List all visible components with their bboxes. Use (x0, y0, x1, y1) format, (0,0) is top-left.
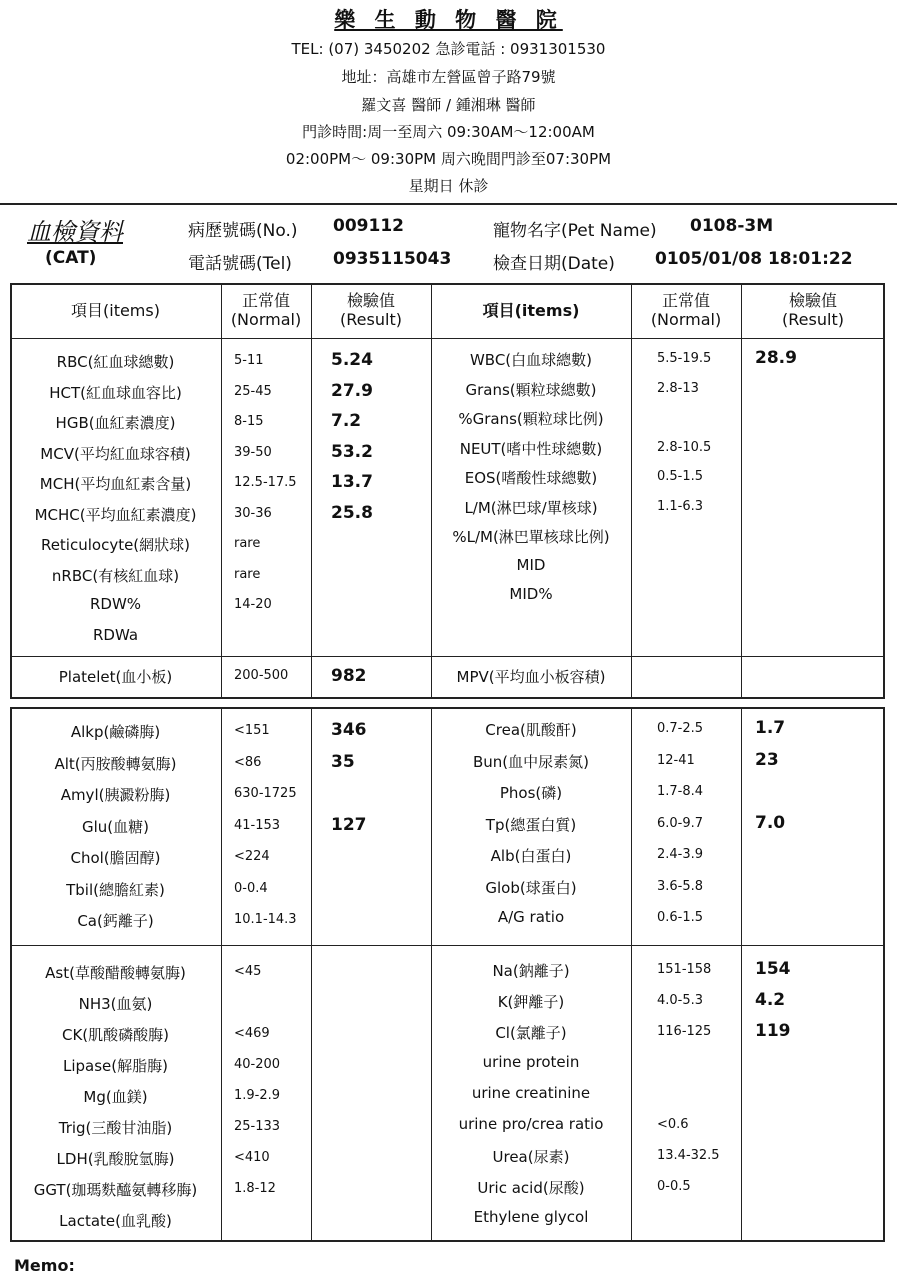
date-label: 檢查日期(Date) (493, 254, 615, 274)
result-value: 53.2 (331, 441, 373, 462)
normal-range: 5-11 (234, 353, 264, 368)
result-value: 154 (755, 959, 791, 979)
result-value: 7.2 (331, 411, 362, 431)
header-divider (0, 203, 897, 205)
item-name: Crea(肌酸酐) (485, 721, 577, 739)
header-item-left: 項目(items) (71, 301, 160, 320)
normal-range: 12.5-17.5 (234, 475, 297, 490)
result-value: 35 (331, 751, 355, 772)
item-name: Tp(總蛋白質) (485, 815, 577, 834)
item-name: Glu(血糖) (81, 817, 149, 836)
normal-range: 2.8-10.5 (657, 439, 712, 455)
normal-range: 116-125 (657, 1024, 712, 1039)
result-value: 13.7 (331, 472, 373, 492)
result-value: 1.7 (755, 718, 786, 738)
item-name: MCH(平均血紅素含量) (39, 475, 192, 493)
platelet-normal: 200-500 (234, 668, 289, 683)
item-name: Bun(血中尿素氮) (472, 752, 589, 771)
item-name: Uric acid(尿酸) (477, 1179, 585, 1197)
item-name: Lactate(血乳酸) (59, 1212, 172, 1230)
item-name: urine creatinine (471, 1084, 591, 1102)
normal-range: rare (234, 566, 261, 582)
result-value: 28.9 (755, 348, 797, 368)
item-name: MCV(平均紅血球容積) (40, 444, 191, 463)
item-name: %Grans(顆粒球比例) (458, 410, 604, 428)
item-name: CK(肌酸磷酸脢) (61, 1026, 169, 1044)
item-name: nRBC(有核紅血球) (51, 566, 180, 585)
normal-range: 2.8-13 (657, 380, 699, 396)
item-name: MID% (509, 585, 553, 603)
item-name: A/G ratio (497, 908, 565, 926)
clinic-hours-2: 02:00PM～ 09:30PM 周六晚間門診至07:30PM (285, 150, 612, 168)
normal-range: 30-36 (234, 505, 272, 521)
item-name: Cl(氯離子) (495, 1024, 567, 1042)
normal-range: 0-0.4 (234, 880, 268, 896)
header-normal-right: 正常值 (Normal) (650, 291, 722, 329)
item-name: Grans(顆粒球總數) (465, 380, 597, 399)
normal-range: 630-1725 (234, 786, 297, 801)
item-name: Ast(草酸醋酸轉氨脢) (45, 964, 186, 982)
result-value: 27.9 (331, 380, 373, 401)
item-name: Alb(白蛋白) (490, 847, 572, 865)
clinic-closed: 星期日 休診 (408, 177, 489, 195)
normal-range: 13.4-32.5 (657, 1148, 720, 1163)
date-value: 0105/01/08 18:01:22 (655, 249, 853, 269)
clinic-hours-1: 門診時間:周一至周六 09:30AM～12:00AM (302, 123, 595, 141)
item-name: Urea(尿素) (492, 1148, 570, 1166)
item-name: MCHC(平均血紅素濃度) (34, 505, 197, 524)
mpv-name: MPV(平均血小板容積) (456, 668, 606, 686)
normal-range: <0.6 (657, 1117, 689, 1132)
normal-range: 25-133 (234, 1119, 281, 1134)
tel-label: 電話號碼(Tel) (188, 254, 292, 274)
item-name: Glob(球蛋白) (485, 878, 577, 897)
item-name: urine pro/crea ratio (458, 1115, 604, 1133)
normal-range: 41-153 (234, 817, 281, 833)
item-name: RDWa (92, 625, 139, 644)
clinic-phone: TEL: (07) 3450202 急診電話 : 0931301530 (291, 40, 606, 58)
normal-range: 1.8-12 (234, 1181, 276, 1196)
result-value: 7.0 (755, 812, 786, 833)
item-name: Lipase(解脂脢) (63, 1057, 168, 1075)
normal-range: 1.1-6.3 (657, 498, 704, 514)
normal-range: <410 (234, 1150, 270, 1165)
result-value: 127 (331, 814, 367, 835)
pet-name-value: 0108-3M (690, 216, 774, 236)
normal-range: 3.6-5.8 (657, 878, 704, 894)
clinic-address: 地址：高雄市左營區曾子路79號 (341, 68, 556, 86)
item-name: Chol(膽固醇) (70, 849, 161, 867)
tel-value: 0935115043 (333, 249, 452, 269)
normal-range: 1.7-8.4 (657, 784, 704, 799)
header-normal-left: 正常值 (Normal) (230, 291, 302, 329)
normal-range: <469 (234, 1026, 270, 1041)
result-value: 5.24 (331, 350, 373, 370)
normal-range: 1.9-2.9 (234, 1088, 281, 1103)
item-name: Na(鈉離子) (492, 962, 570, 980)
platelet-result: 982 (331, 666, 367, 686)
item-name: HGB(血紅素濃度) (55, 414, 176, 432)
pet-name-label: 寵物名字(Pet Name) (493, 221, 657, 241)
item-name: Amyl(胰澱粉脢) (60, 786, 171, 804)
item-name: RDW% (89, 595, 142, 613)
normal-range: 6.0-9.7 (657, 815, 704, 831)
header-item-right: 項目(items) (482, 301, 580, 320)
result-value: 346 (331, 720, 367, 740)
normal-range: 0.7-2.5 (657, 721, 704, 736)
item-name: Mg(血鎂) (83, 1088, 148, 1106)
platelet-name: Platelet(血小板) (58, 668, 173, 686)
clinic-doctors: 羅文喜 醫師 / 鍾湘琳 醫師 (361, 96, 536, 114)
memo-label: Memo: (14, 1256, 75, 1275)
normal-range: rare (234, 536, 261, 551)
item-name: NH3(血氨) (78, 995, 153, 1013)
normal-range: 2.4-3.9 (657, 847, 704, 862)
item-name: Ca(鈣離子) (77, 912, 154, 930)
item-name: HCT(紅血球血容比) (49, 383, 182, 402)
item-name: Tbil(總膽紅素) (66, 880, 165, 899)
normal-range: <45 (234, 964, 262, 979)
item-name: %L/M(淋巴單核球比例) (452, 528, 610, 546)
item-name: Phos(磷) (499, 784, 563, 802)
normal-range: 4.0-5.3 (657, 993, 704, 1008)
normal-range: 10.1-14.3 (234, 912, 297, 927)
header-result-left: 檢驗值 (Result) (340, 291, 402, 329)
item-name: Reticulocyte(網狀球) (40, 536, 191, 554)
record-value: 009112 (333, 216, 404, 236)
item-name: urine protein (482, 1053, 580, 1071)
result-value: 4.2 (755, 990, 786, 1010)
item-name: L/M(淋巴球/單核球) (464, 498, 598, 517)
clinic-name: 樂 生 動 物 醫 院 (334, 8, 563, 32)
normal-range: 25-45 (234, 383, 272, 399)
item-name: EOS(嗜酸性球總數) (464, 469, 598, 487)
item-name: NEUT(嗜中性球總數) (459, 439, 603, 458)
normal-range: 0.5-1.5 (657, 469, 704, 484)
normal-range: <151 (234, 723, 270, 738)
normal-range: 0.6-1.5 (657, 910, 704, 925)
normal-range: <86 (234, 754, 262, 770)
record-label: 病歷號碼(No.) (188, 221, 298, 241)
normal-range: 151-158 (657, 962, 712, 977)
item-name: Trig(三酸甘油脂) (58, 1119, 173, 1137)
normal-range: 40-200 (234, 1057, 281, 1072)
item-name: LDH(乳酸脫氫脢) (56, 1150, 175, 1168)
result-value: 119 (755, 1021, 791, 1041)
normal-range: 12-41 (657, 752, 695, 768)
item-name: MID (516, 555, 546, 574)
normal-range: 5.5-19.5 (657, 351, 712, 366)
item-name: K(鉀離子) (497, 993, 565, 1011)
item-name: Alkp(鹼磷脢) (70, 723, 161, 741)
normal-range: 0-0.5 (657, 1179, 691, 1194)
header-result-right: 檢驗值 (Result) (782, 291, 844, 329)
normal-range: 14-20 (234, 597, 272, 612)
item-name: Ethylene glycol (473, 1208, 589, 1226)
normal-range: 8-15 (234, 414, 264, 429)
normal-range: <224 (234, 849, 270, 864)
report-title: 血檢資料 (27, 218, 123, 246)
item-name: GGT(珈瑪麩醯氨轉移脢) (33, 1181, 198, 1199)
result-value: 23 (755, 749, 779, 770)
item-name: WBC(白血球總數) (469, 351, 593, 369)
item-name: Alt(丙胺酸轉氨脢) (54, 754, 177, 773)
normal-range: 39-50 (234, 444, 272, 460)
item-name: RBC(紅血球總數) (56, 353, 175, 371)
species: (CAT) (45, 248, 97, 268)
result-value: 25.8 (331, 502, 373, 523)
